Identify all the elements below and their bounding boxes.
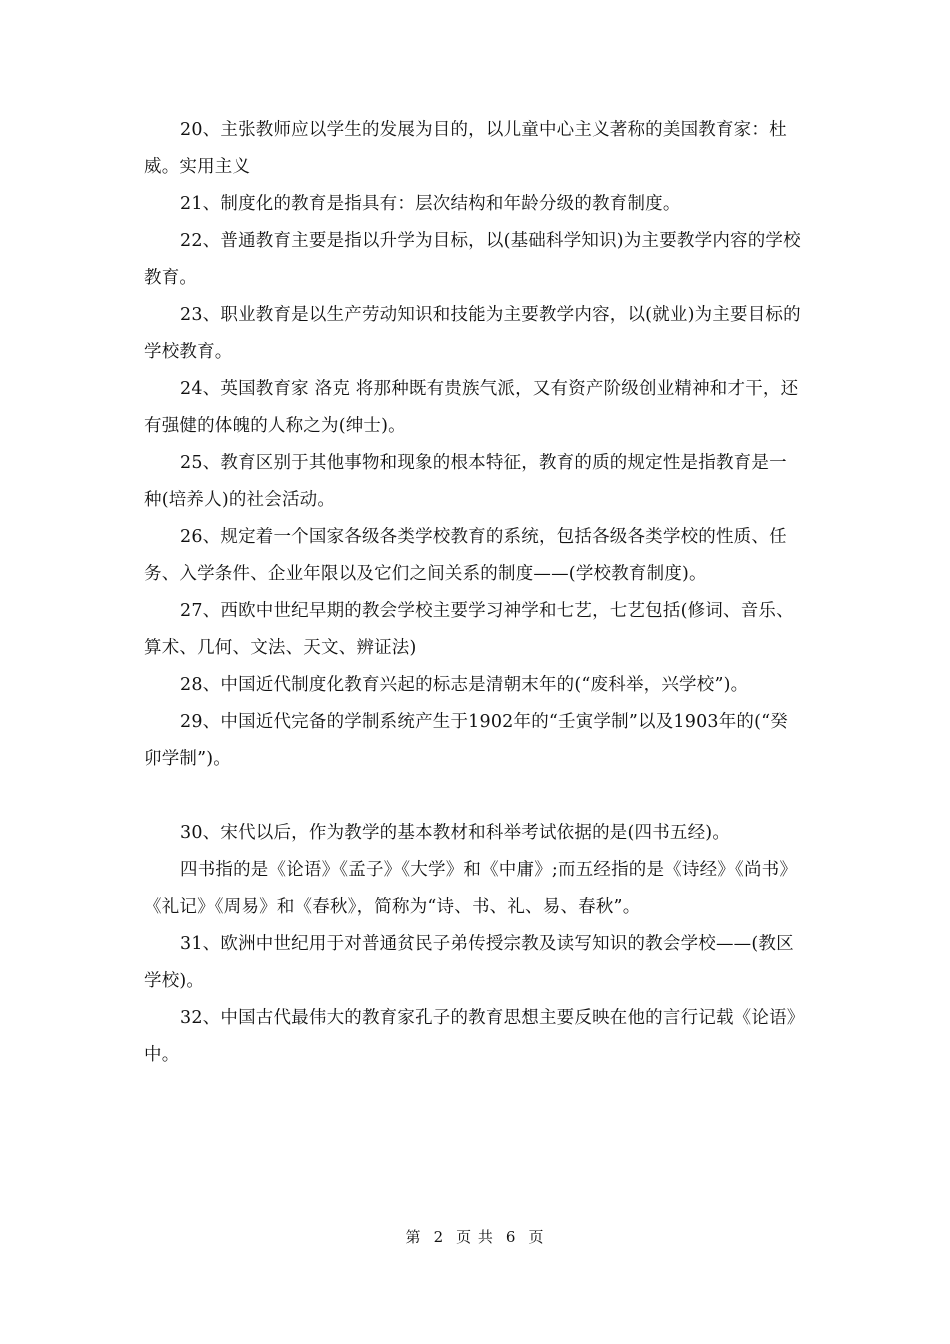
paragraph-27: 27、西欧中世纪早期的教会学校主要学习神学和七艺，七艺包括(修词、音乐、算术、几何、文法、天文、辨证法) [144,601,794,658]
paragraph-21: 21、制度化的教育是指具有：层次结构和年龄分级的教育制度。 [180,194,681,214]
paragraph-23: 23、职业教育是以生产劳动知识和技能为主要教学内容，以(就业)为主要目标的学校教育。 [144,305,801,362]
paragraph-26: 26、规定着一个国家各级各类学校教育的系统，包括各级各类学校的性质、任务、入学条件、企业年限以及它们之间关系的制度——(学校教育制度)。 [144,527,787,584]
paragraph-29: 29、中国近代完备的学制系统产生于1902年的“壬寅学制”以及1903年的(“癸卯学制”)。 [144,712,789,769]
paragraph-24: 24、英国教育家 洛克 将那种既有贵族气派，又有资产阶级创业精神和才干，还有强健的体魄的人称之为(绅士)。 [144,379,799,436]
footer-page-number: 2 [433,1228,445,1246]
paragraph-31: 31、欧洲中世纪用于对普通贫民子弟传授宗教及读写知识的教会学校——(教区学校)。 [144,934,794,991]
paragraph-28: 28、中国近代制度化教育兴起的标志是清朝末年的(“废科举，兴学校”)。 [180,675,749,695]
footer-suffix: 页 [528,1228,545,1246]
paragraph-25: 25、教育区别于其他事物和现象的根本特征，教育的质的规定性是指教育是一种(培养人)的社会活动。 [144,453,787,510]
paragraph-22: 22、普通教育主要是指以升学为目标，以(基础科学知识)为主要教学内容的学校教育。 [144,231,801,288]
paragraph-30-note: 四书指的是《论语》《孟子》《大学》和《中庸》;而五经指的是《诗经》《尚书》《礼记》《周易》和《春秋》，简称为“诗、书、礼、易、春秋”。 [144,860,798,917]
paragraph-32: 32、中国古代最伟大的教育家孔子的教育思想主要反映在他的言行记载《论语》中。 [144,1008,796,1065]
footer-prefix: 第 [405,1228,422,1246]
paragraph-20: 20、主张教师应以学生的发展为目的，以儿童中心主义著称的美国教育家：杜威。实用主义 [144,120,787,177]
paragraph-30: 30、宋代以后，作为教学的基本教材和科举考试依据的是(四书五经)。 [180,823,731,843]
page-footer [0,1226,950,1247]
document-body [144,112,804,1074]
footer-total-pages: 6 [505,1228,517,1246]
footer-middle: 页 共 [456,1228,494,1246]
